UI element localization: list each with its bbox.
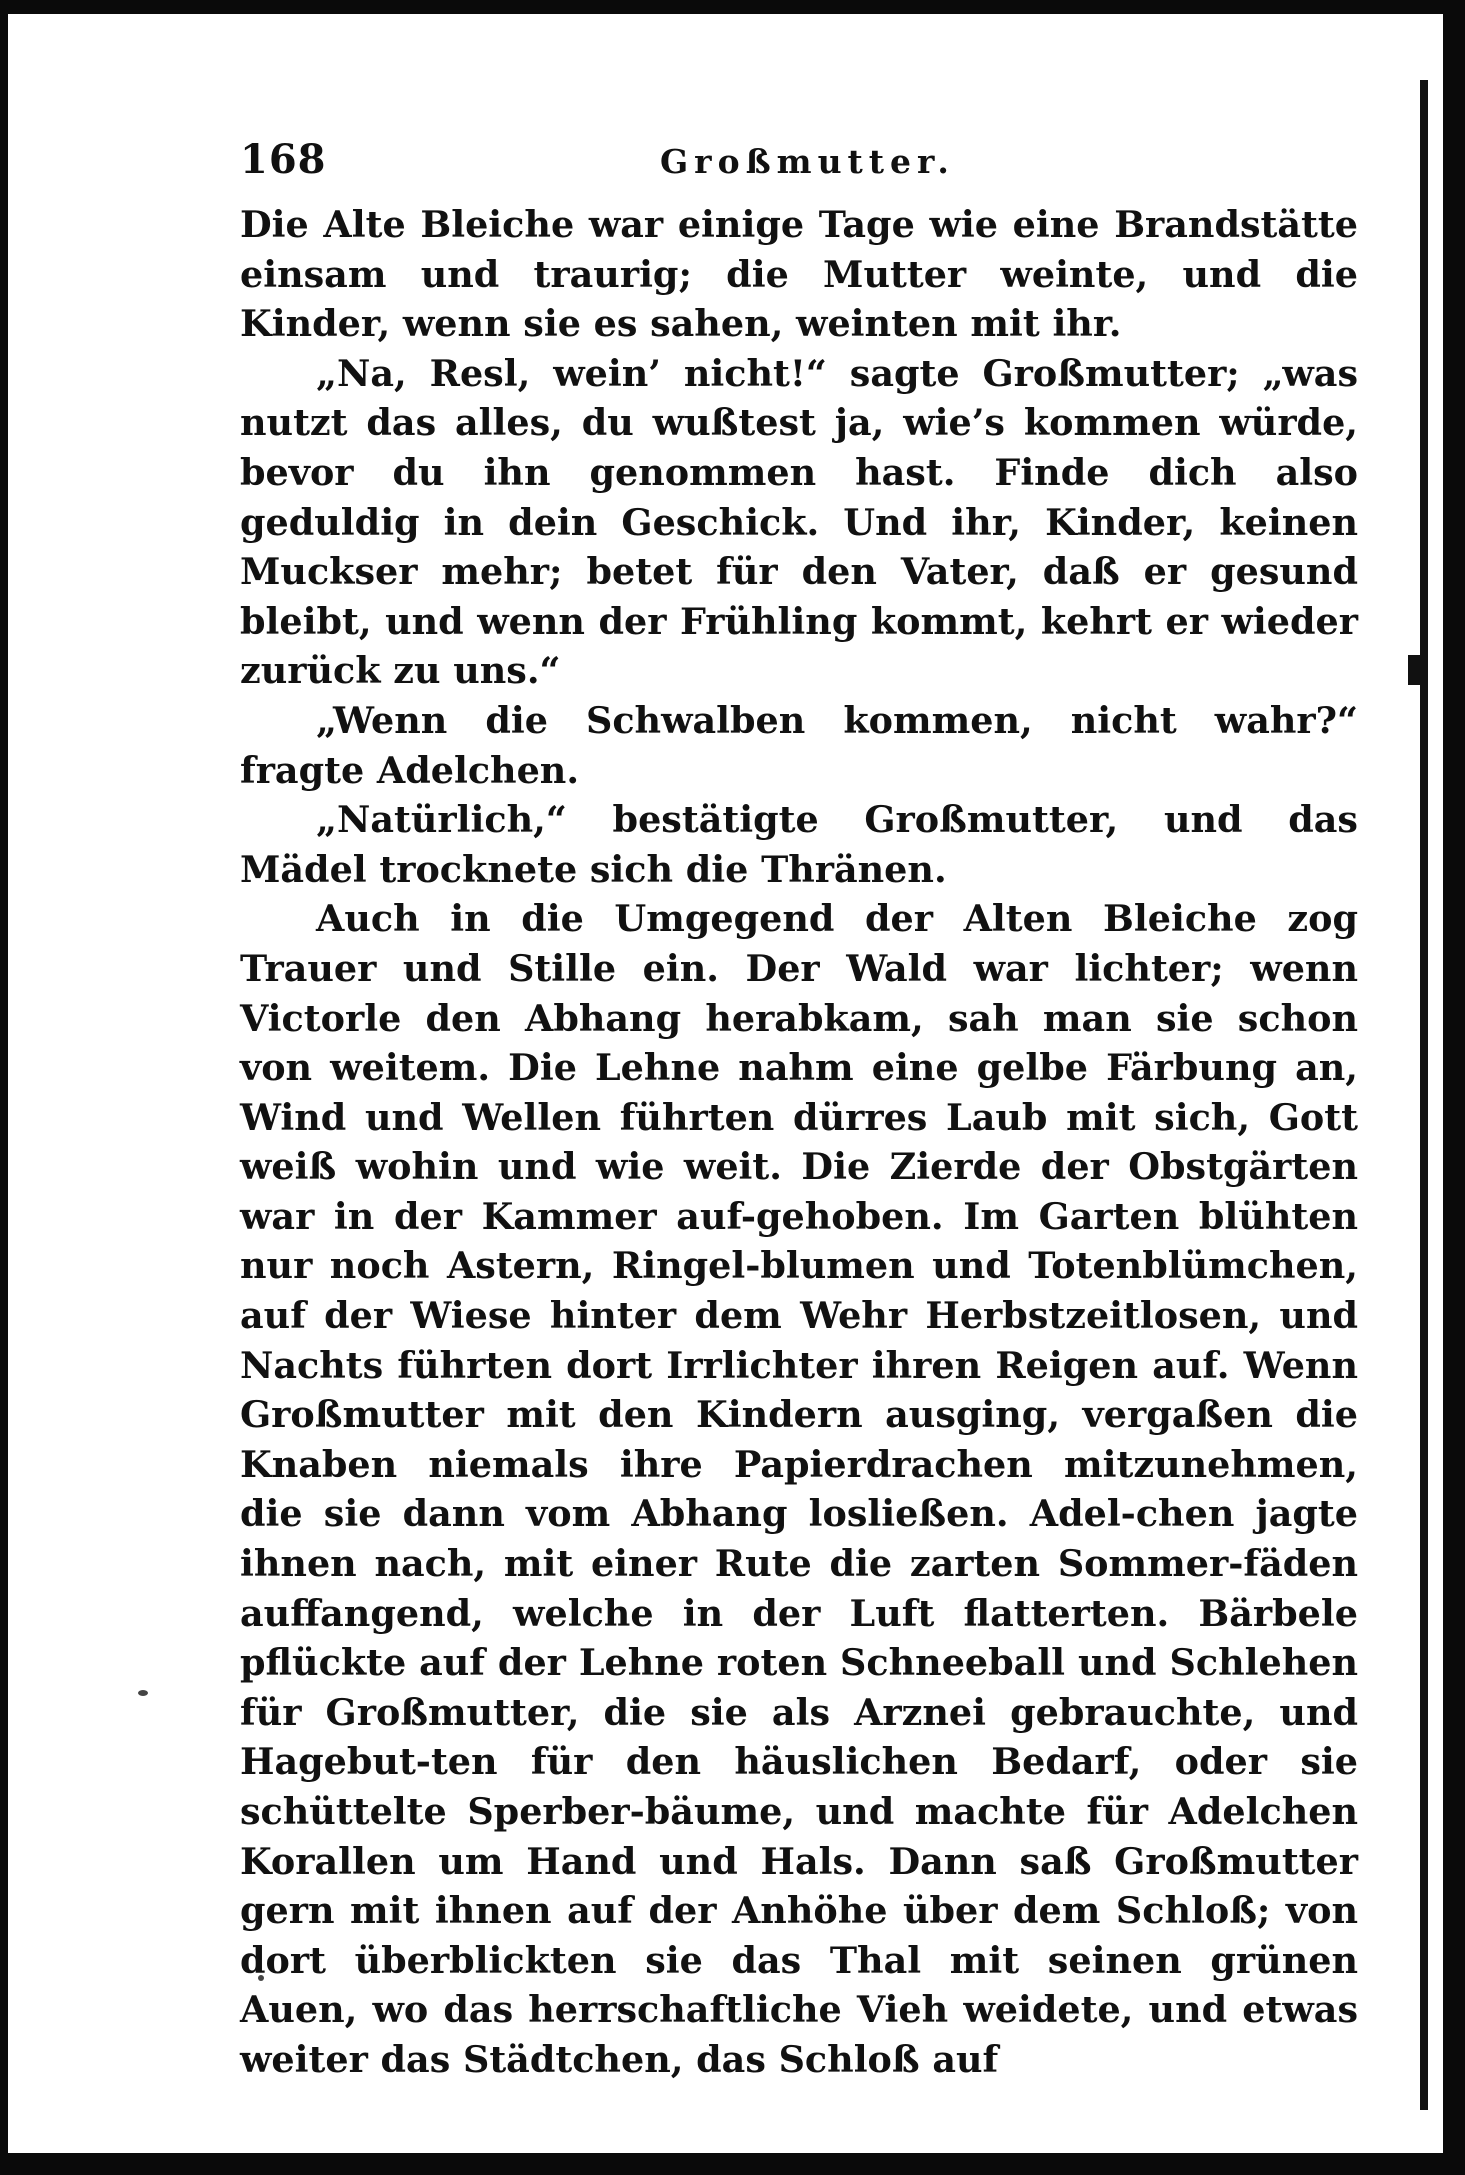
paragraph: „Na, Resl, wein’ nicht!“ sagte Großmutter; „was nutzt das alles, du wußtest ja, wie’s kommen würde, bevor du ihn genommen hast. Finde dich also geduldig in dein Geschick. Und ihr, Kinder, keinen Muckser mehr; betet für den Vater, daß er gesund bleibt, und wenn der Frühling kommt, kehrt er wieder zurück zu uns.“ xyxy=(240,351,1358,693)
paragraph: Auch in die Umgegend der Alten Bleiche zog Trauer und Stille ein. Der Wald war lichter; wenn Victorle den Abhang herabkam, sah man sie schon von weitem. Die Lehne nahm eine gelbe Färbung an, Wind und Wellen führten dürres Laub mit sich, Gott weiß wohin und wie weit. Die Zierde der Obstgärten war in der Kammer auf-gehoben. Im Garten blühten nur noch Astern, Ringel-blumen und Totenblümchen, auf der Wiese hinter dem Wehr Herbstzeitlosen, und Nachts führten dort Irrlichter ihren Reigen auf. Wenn Großmutter mit den Kindern ausging, vergaßen die Knaben niemals ihre Papierdrachen mitzunehmen, die sie dann vom Abhang losließen. Adel-chen jagte ihnen nach, mit einer Rute die zarten Sommer-fäden auffangend, welche in der Luft flatterten. Bärbele pflückte auf der Lehne roten Schneeball und Schlehen für Großmutter, die sie als Arznei gebrauchte, und Hagebut-ten für den häuslichen Bedarf, oder sie schüttelte Sperber-bäume, und machte für Adelchen Korallen um Hand und Hals. Dann saß Großmutter gern mit ihnen auf der Anhöhe über dem Schloß; von dort überblickten sie das Thal mit seinen grünen Auen, wo das herrschaftliche Vieh weidete, und etwas weiter das Städtchen, das Schloß auf xyxy=(240,897,1358,2081)
scan-border-left xyxy=(0,0,8,2175)
paragraph: Die Alte Bleiche war einige Tage wie eine Brandstätte einsam und traurig; die Mutter weinte, und die Kinder, wenn sie es sahen, weinten mit ihr. xyxy=(240,203,1358,346)
running-head: Großmutter. xyxy=(660,142,955,181)
page-number: 168 xyxy=(240,136,327,183)
scan-speck xyxy=(138,1690,148,1696)
page-header xyxy=(240,128,1358,200)
scan-border-bottom xyxy=(0,2153,1465,2175)
paragraph: „Natürlich,“ bestätigte Großmutter, und das Mädel trocknete sich die Thränen. xyxy=(240,798,1358,891)
scan-border-top xyxy=(0,0,1465,14)
page-edge-mark xyxy=(1408,655,1428,685)
body-text xyxy=(240,200,1358,2085)
page-edge-shadow xyxy=(1420,80,1428,2110)
page-content xyxy=(240,128,1358,2085)
scan-border-right xyxy=(1443,0,1465,2175)
paragraph: „Wenn die Schwalben kommen, nicht wahr?“ fragte Adelchen. xyxy=(240,698,1358,792)
